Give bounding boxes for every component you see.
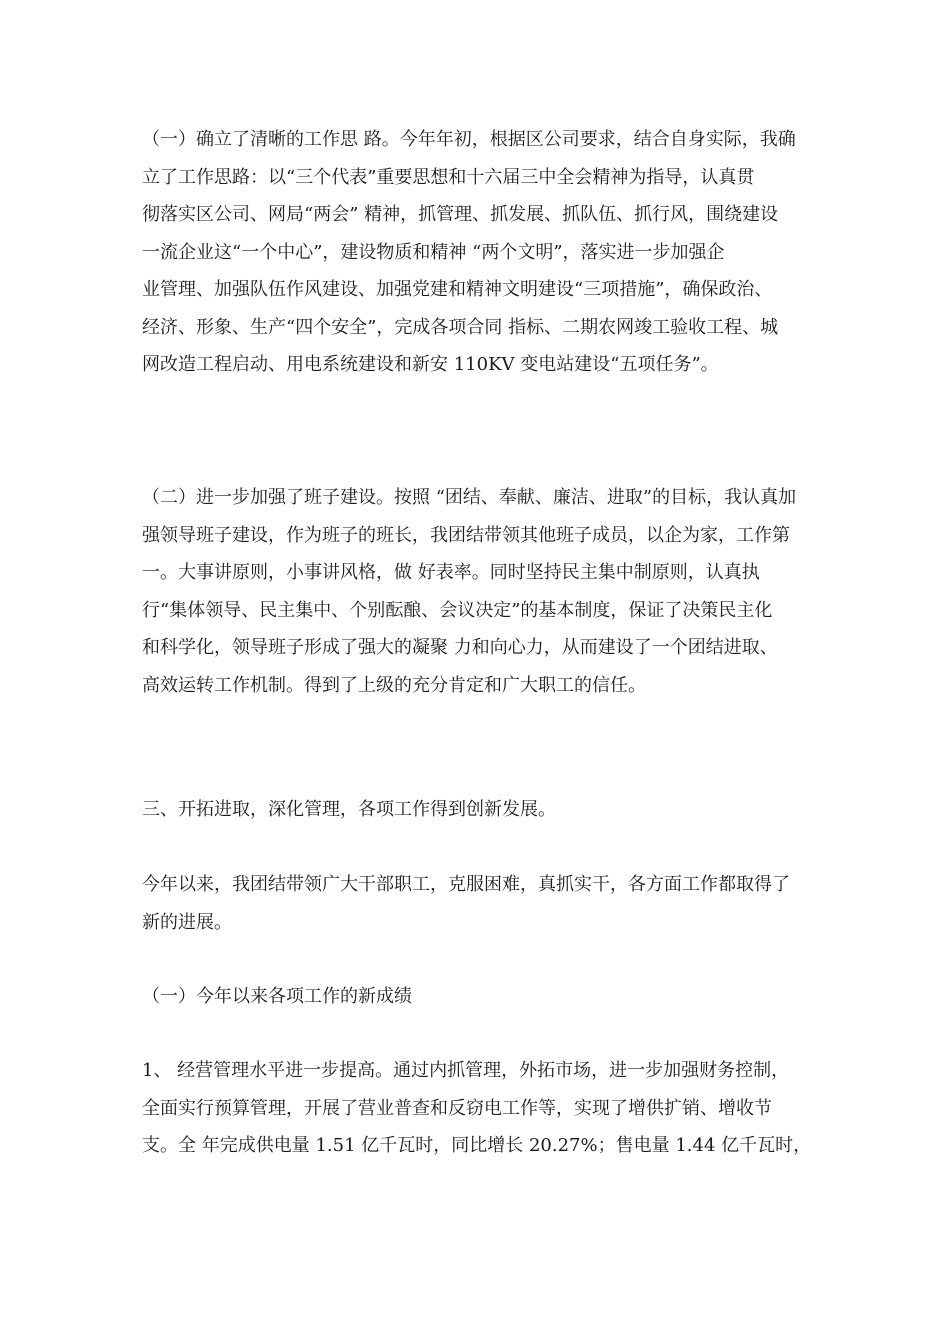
text-line: 一。大事讲原则，小事讲风格，做 好表率。同时坚持民主集中制原则，认真执 xyxy=(142,562,760,583)
text-line: 和科学化，领导班子形成了强大的凝聚 力和向心力，从而建设了一个团结进取、 xyxy=(142,637,778,658)
paragraph-team-building xyxy=(142,479,814,704)
text-line: 业管理、加强队伍作风建设、加强党建和精神文明建设“三项措施”，确保政治、 xyxy=(142,279,773,300)
text-line: 网改造工程启动、用电系统建设和新安 110KV 变电站建设“五项任务”。 xyxy=(142,354,719,375)
text-line: 全面实行预算管理，开展了营业普查和反窃电工作等，实现了增供扩销、增收节 xyxy=(142,1097,772,1119)
paragraph-work-approach xyxy=(142,121,814,384)
section-heading-three xyxy=(142,791,814,829)
paragraph-management-level xyxy=(142,1052,814,1165)
text-line: （一）确立了清晰的工作思 路。今年年初，根据区公司要求，结合自身实际，我确 xyxy=(142,129,796,150)
text-line: 今年以来，我团结带领广大干部职工，克服困难，真抓实干，各方面工作都取得了 xyxy=(142,874,790,895)
text-line: 高效运转工作机制。得到了上级的充分肯定和广大职工的信任。 xyxy=(142,674,646,696)
text-line: 一流企业这“一个中心”，建设物质和精神 “两个文明”，落实进一步加强企 xyxy=(142,241,725,263)
subsection-heading-achievements xyxy=(142,978,814,1016)
text-line: 立了工作思路：以“三个代表”重要思想和十六届三中全会精神为指导，认真贯 xyxy=(142,166,755,188)
text-line: （二）进一步加强了班子建设。按照 “团结、奉献、廉洁、进取”的目标，我认真加 xyxy=(142,487,797,508)
text-line: 经济、形象、生产“四个安全”，完成各项合同 指标、二期农网竣工验收工程、城 xyxy=(142,316,779,338)
text-line: 彻落实区公司、网局“两会” 精神，抓管理、抓发展、抓队伍、抓行风，围绕建设 xyxy=(142,204,779,225)
text-line: （一）今年以来各项工作的新成绩 xyxy=(142,986,412,1007)
text-line: 支。全 年完成供电量 1.51 亿千瓦时，同比增长 20.27%；售电量 1.44 亿千瓦时， xyxy=(142,1135,812,1156)
text-line: 新的进展。 xyxy=(142,911,232,933)
text-line: 行“集体领导、民主集中、个别酝酿、会议决定”的基本制度，保证了决策民主化 xyxy=(142,599,773,621)
text-line: 三、开拓进取，深化管理，各项工作得到创新发展。 xyxy=(142,799,556,820)
text-line: 强领导班子建设，作为班子的班长，我团结带领其他班子成员，以企为家，工作第 xyxy=(142,524,790,546)
text-line: 1、 经营管理水平进一步提高。通过内抓管理，外拓市场，进一步加强财务控制， xyxy=(142,1060,790,1081)
paragraph-progress-intro xyxy=(142,866,814,941)
